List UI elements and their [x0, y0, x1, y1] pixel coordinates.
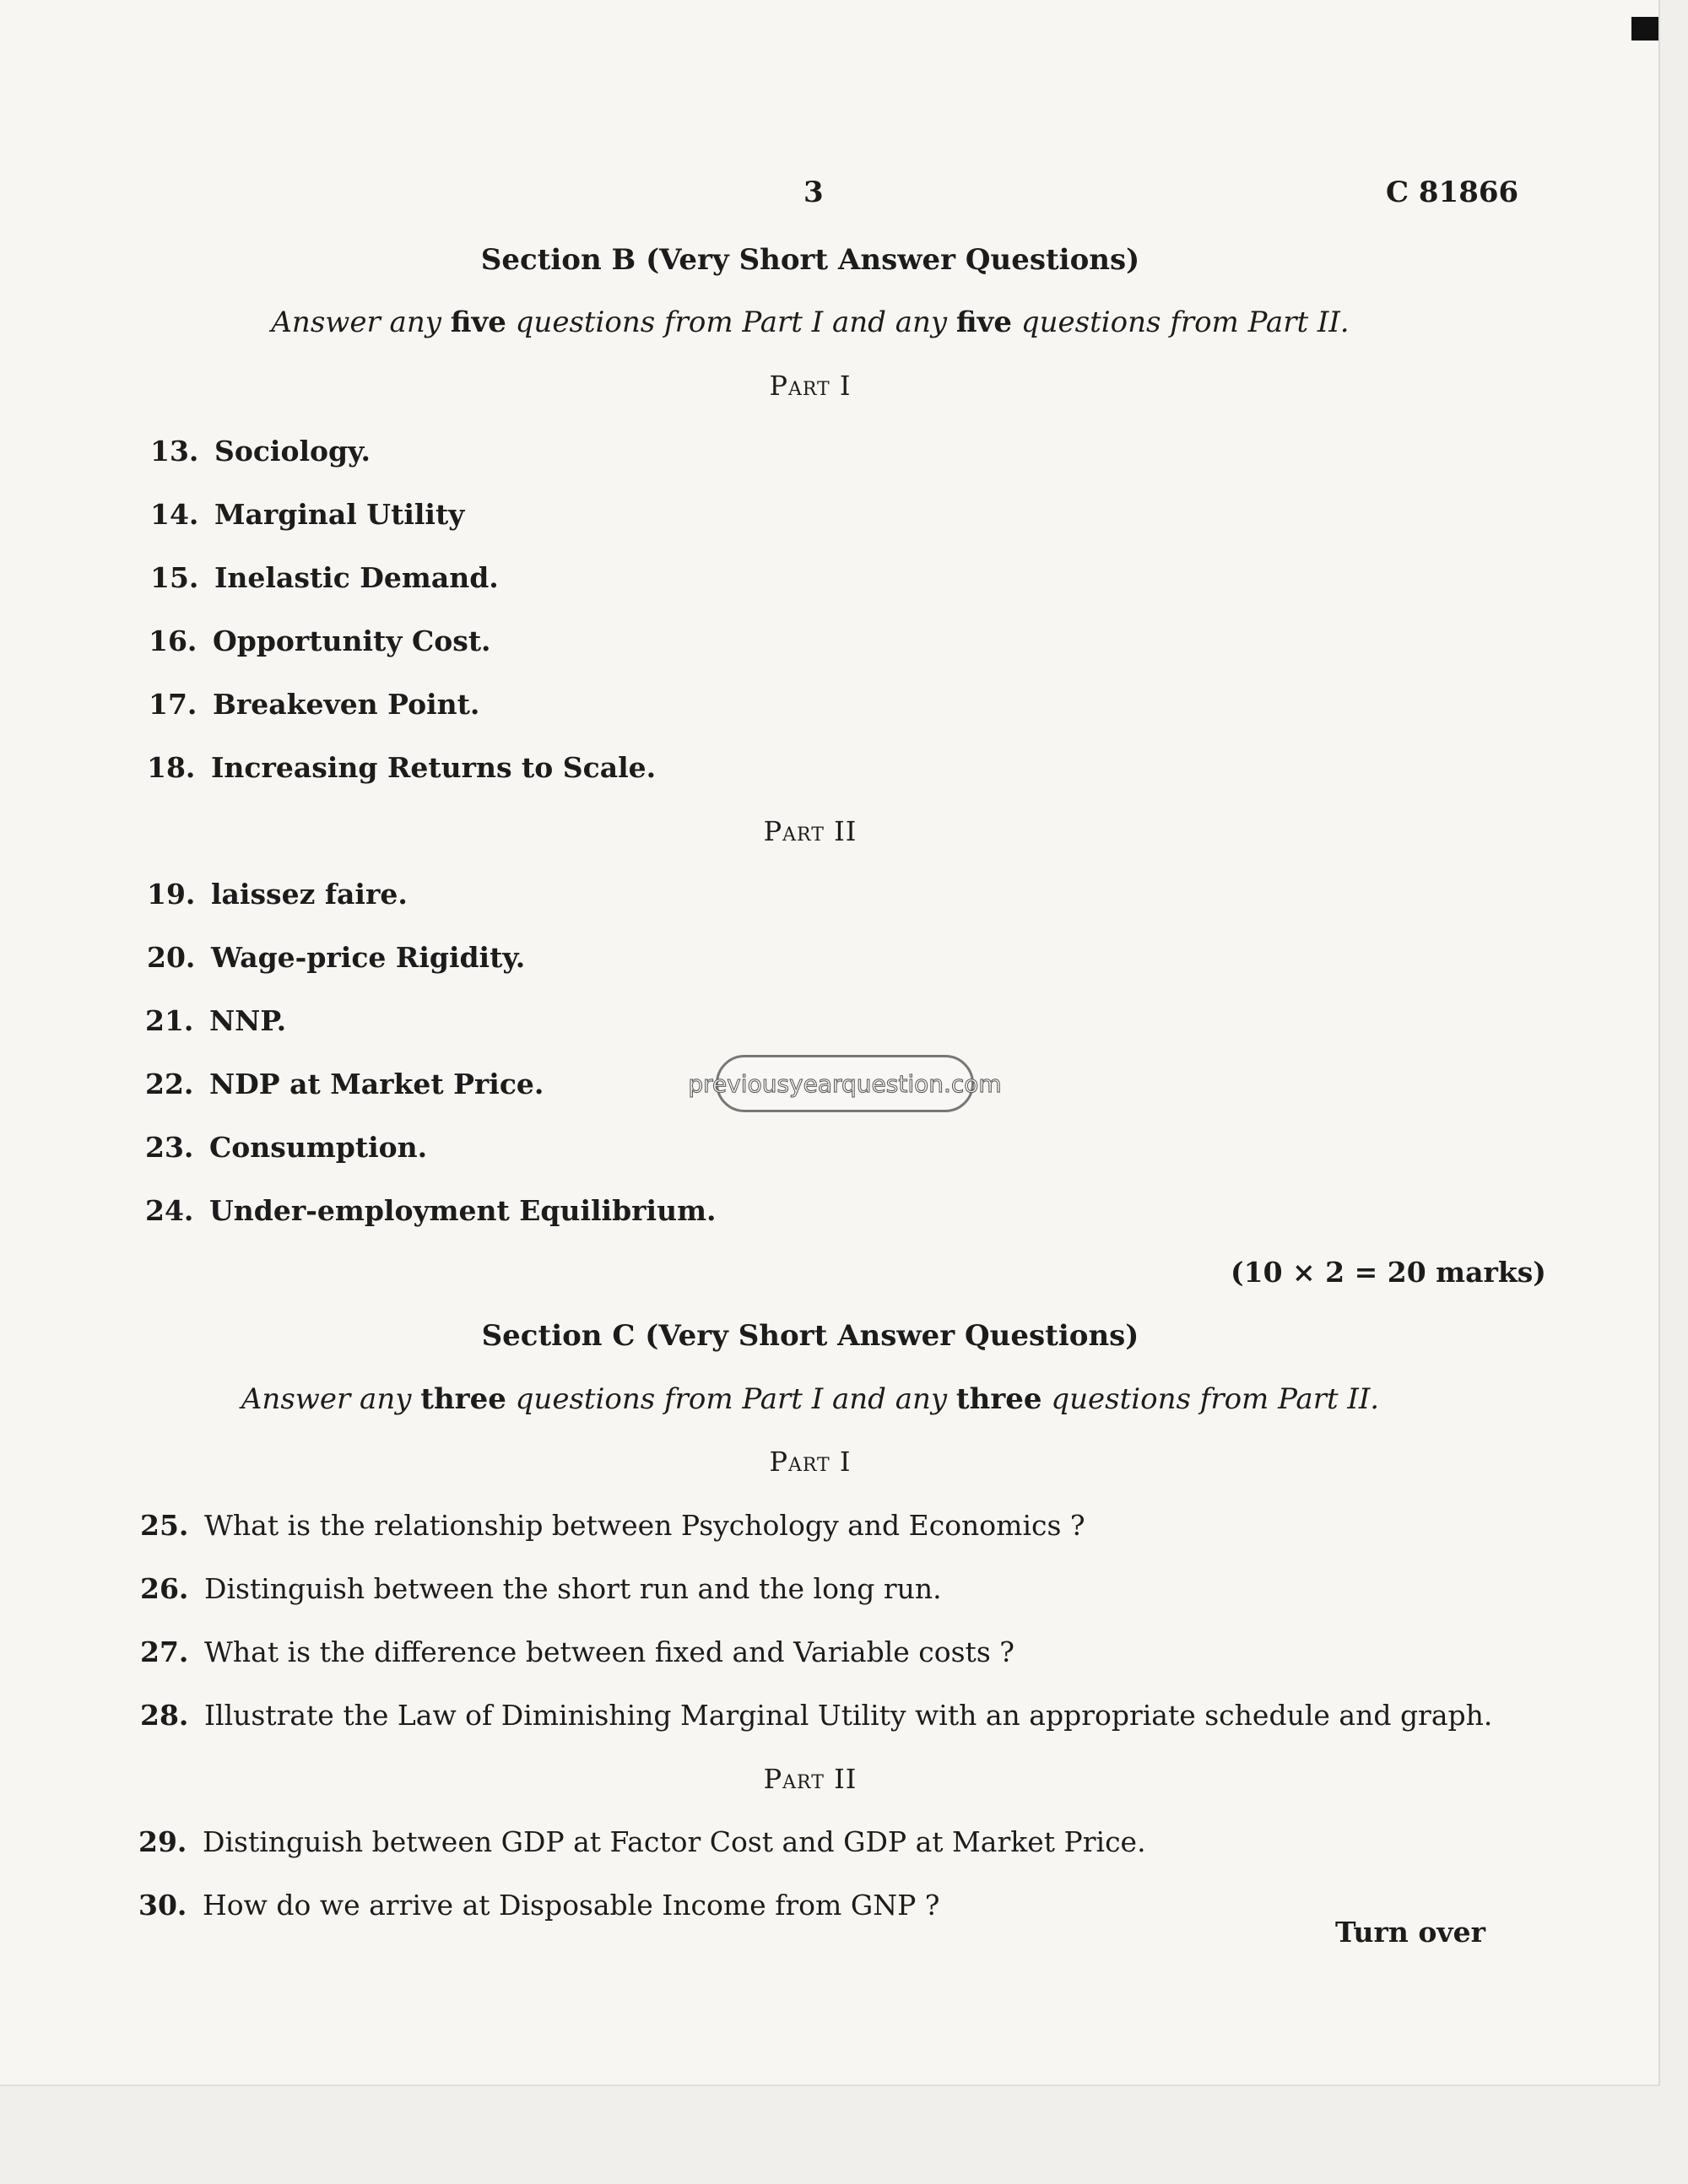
question-item: 13. Sociology. — [150, 435, 371, 468]
question-item: 23. Consumption. — [145, 1131, 428, 1164]
watermark-logo: previousyearquestion.com — [716, 1055, 974, 1112]
section-c-part2-label: Part II — [763, 1763, 858, 1795]
question-item: 27. What is the difference between fixed and Variable costs ? — [140, 1635, 1014, 1668]
section-c-part1-label: Part I — [769, 1446, 852, 1478]
question-item: 29. Distinguish between GDP at Factor Cost and GDP at Market Price. — [138, 1825, 1146, 1858]
paper-code: C 81866 — [1386, 176, 1519, 209]
section-b-title: Section B (Very Short Answer Questions) — [480, 243, 1140, 277]
question-item: 30. How do we arrive at Disposable Income from GNP ? — [138, 1889, 940, 1922]
question-item: 26. Distinguish between the short run and the long run. — [140, 1572, 942, 1605]
question-item: 16. Opportunity Cost. — [149, 624, 491, 657]
page-number: 3 — [803, 176, 824, 209]
question-item: 19. laissez faire. — [147, 878, 408, 911]
section-b-part1-label: Part I — [769, 370, 852, 402]
question-item: 20. Wage-price Rigidity. — [147, 941, 526, 974]
turn-over-label: Turn over — [1335, 1916, 1485, 1949]
question-item: 21. NNP. — [145, 1004, 287, 1037]
section-b-instruction: Answer any five questions from Part I and any five questions from Part II. — [271, 305, 1350, 339]
question-item: 24. Under-employment Equilibrium. — [145, 1194, 717, 1227]
question-item: 28. Illustrate the Law of Diminishing Marginal Utility with an appropriate schedule and graph. — [140, 1699, 1493, 1732]
section-c-instruction: Answer any three questions from Part I and any three questions from Part II. — [241, 1382, 1380, 1416]
section-b-marks: (10 × 2 = 20 marks) — [1231, 1256, 1546, 1289]
question-item: 14. Marginal Utility — [150, 498, 465, 531]
section-b-part2-label: Part II — [763, 815, 858, 847]
question-item: 18. Increasing Returns to Scale. — [147, 751, 657, 784]
question-item: 15. Inelastic Demand. — [150, 561, 499, 594]
question-item: 22. NDP at Market Price. — [145, 1068, 544, 1100]
question-item: 17. Breakeven Point. — [149, 688, 480, 721]
section-c-title: Section C (Very Short Answer Questions) — [481, 1319, 1139, 1353]
question-item: 25. What is the relationship between Psychology and Economics ? — [140, 1509, 1085, 1542]
